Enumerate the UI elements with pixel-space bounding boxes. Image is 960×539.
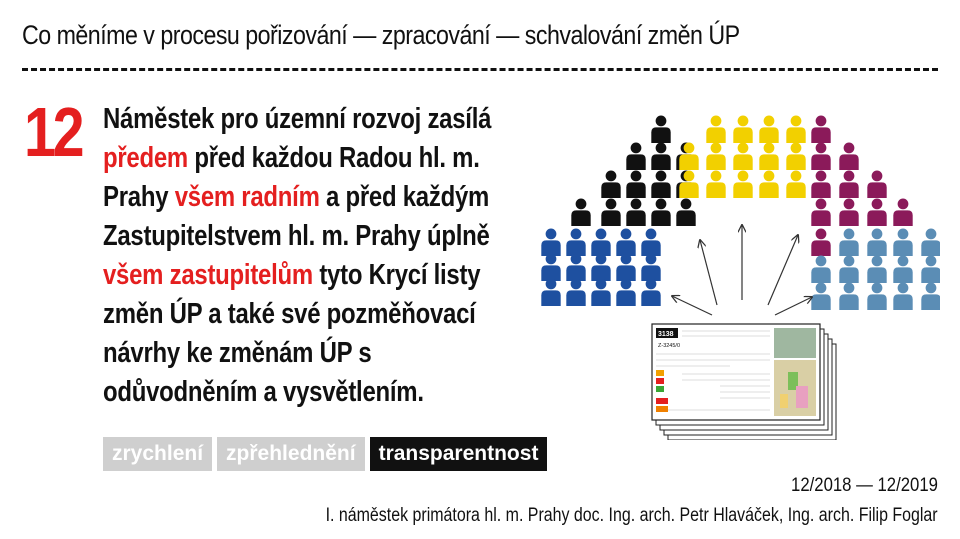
document-stack [652, 324, 836, 440]
seat-person-icon [893, 229, 912, 256]
seat-person-icon [893, 199, 912, 226]
council-seats-graphic [530, 110, 940, 440]
seat-icons [541, 116, 940, 310]
seat-person-icon [733, 116, 752, 143]
tag-zprehledneni: zpřehlednění [217, 437, 365, 471]
seat-person-icon [921, 256, 940, 283]
seat-person-icon [641, 279, 660, 306]
seat-person-icon [839, 283, 858, 310]
seat-person-icon [706, 116, 725, 143]
item-number: 12 [24, 93, 82, 171]
seat-person-icon [759, 116, 778, 143]
seat-person-icon [616, 229, 635, 256]
tag-list [103, 437, 547, 471]
seat-person-icon [566, 254, 585, 281]
body-text-segment: Náměstek pro územní rozvoj zasílá [103, 103, 492, 135]
dashed-divider [22, 68, 938, 71]
seat-person-icon [867, 199, 886, 226]
seat-person-icon [541, 254, 560, 281]
seat-person-icon [651, 143, 670, 170]
seat-person-icon [811, 283, 830, 310]
seat-person-icon [839, 229, 858, 256]
seat-person-icon [839, 171, 858, 198]
seat-person-icon [706, 143, 725, 170]
seat-person-icon [626, 171, 645, 198]
seat-person-icon [839, 143, 858, 170]
seat-person-icon [867, 171, 886, 198]
seat-person-icon [641, 229, 660, 256]
arrow-right [775, 297, 812, 315]
seat-person-icon [759, 171, 778, 198]
highlighted-text: všem zastupitelům [103, 259, 313, 291]
seat-person-icon [811, 116, 830, 143]
seat-person-icon [571, 199, 590, 226]
seat-person-icon [839, 199, 858, 226]
seat-person-icon [626, 143, 645, 170]
page-title: Co měníme v procesu pořizování — zpracování — schvalování změn ÚP [22, 20, 740, 50]
seat-person-icon [626, 199, 645, 226]
arrow-left [672, 296, 712, 315]
seat-person-icon [786, 143, 805, 170]
seat-person-icon [759, 143, 778, 170]
seat-person-icon [921, 283, 940, 310]
seat-person-icon [591, 229, 610, 256]
document-number: 3138 [658, 331, 674, 338]
seat-person-icon [651, 171, 670, 198]
document-code: Z-3245/0 [658, 343, 681, 349]
seat-person-icon [541, 229, 560, 256]
seat-person-icon [893, 256, 912, 283]
item-description [103, 100, 498, 412]
seat-person-icon [811, 171, 830, 198]
seat-person-icon [811, 256, 830, 283]
seat-person-icon [893, 283, 912, 310]
seat-person-icon [811, 229, 830, 256]
seat-person-icon [811, 143, 830, 170]
seat-person-icon [591, 279, 610, 306]
arrow-left-center [700, 240, 717, 305]
body-text-segment: a před každým Zastupitelstvem hl. m. Prahy úplně [103, 181, 490, 252]
seat-person-icon [733, 143, 752, 170]
highlighted-text: předem [103, 142, 188, 174]
seat-person-icon [676, 199, 695, 226]
seat-person-icon [867, 283, 886, 310]
body-text-segment: před každou Radou hl. m. Prahy [103, 142, 480, 213]
seat-person-icon [566, 279, 585, 306]
seat-person-icon [786, 171, 805, 198]
seat-person-icon [616, 279, 635, 306]
seat-person-icon [651, 116, 670, 143]
tag-transparentnost: transparentnost [370, 437, 548, 471]
seat-person-icon [867, 229, 886, 256]
seat-person-icon [867, 256, 886, 283]
seat-person-icon [811, 199, 830, 226]
period-label: 12/2018 — 12/2019 [791, 475, 938, 496]
seat-person-icon [651, 199, 670, 226]
tag-zrychleni: zrychlení [103, 437, 212, 471]
seat-person-icon [541, 279, 560, 306]
highlighted-text: všem radním [174, 181, 320, 213]
document-front [652, 324, 820, 420]
seat-person-icon [566, 229, 585, 256]
seat-person-icon [786, 116, 805, 143]
seat-person-icon [706, 171, 725, 198]
seat-person-icon [591, 254, 610, 281]
seat-person-icon [641, 254, 660, 281]
arrows [672, 225, 812, 315]
seat-person-icon [839, 256, 858, 283]
body-text-segment: tyto Krycí listy změn ÚP a také své pozměňovací návrhy ke změnám ÚP s odůvodněním a vysvětlením. [103, 259, 481, 408]
seat-person-icon [601, 171, 620, 198]
seat-person-icon [616, 254, 635, 281]
seat-person-icon [921, 229, 940, 256]
seat-person-icon [733, 171, 752, 198]
seat-person-icon [601, 199, 620, 226]
arrow-right-center [768, 235, 798, 305]
credits-label: I. náměstek primátora hl. m. Prahy doc. Ing. arch. Petr Hlaváček, Ing. arch. Filip Foglar [325, 505, 938, 526]
